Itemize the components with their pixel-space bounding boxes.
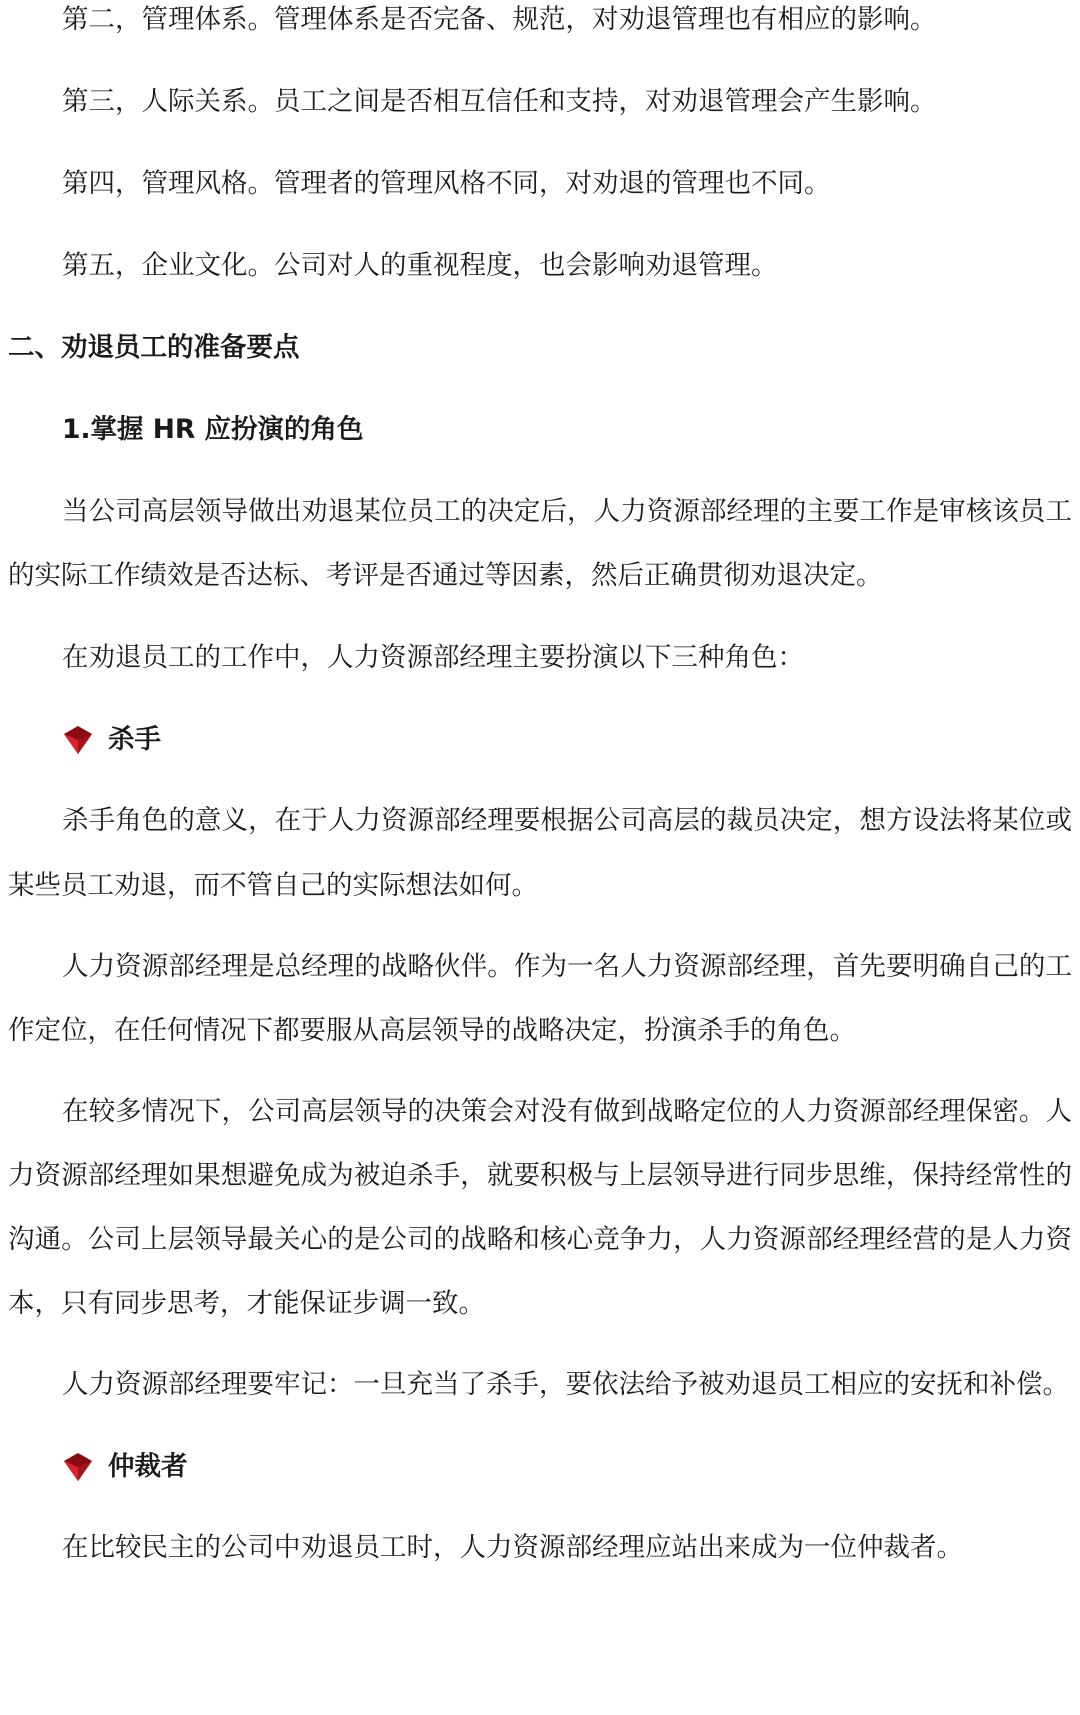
arbiter-p1-line-1: 在比较民主的公司中劝退员工时，人力资源部经理应站出来成为一位仲裁者。 bbox=[62, 1532, 963, 1563]
killer-p4-line-1: 人力资源部经理要牢记：一旦充当了杀手，要依法给予被劝退员工相应的安抚和补偿。 bbox=[62, 1369, 1069, 1400]
bullet-label-arbiter: 仲裁者 bbox=[108, 1451, 188, 1482]
paragraph-management-style: 第四，管理风格。管理者的管理风格不同，对劝退的管理也不同。 bbox=[62, 168, 831, 199]
bullet-killer bbox=[62, 722, 161, 758]
paragraph-management-system: 第二，管理体系。管理体系是否完备、规范，对劝退管理也有相应的影响。 bbox=[62, 4, 937, 35]
killer-p3-line-1: 在较多情况下，公司高层领导的决策会对没有做到战略定位的人力资源部经理保密。人 bbox=[62, 1096, 1072, 1127]
paragraph-interpersonal: 第三，人际关系。员工之间是否相互信任和支持，对劝退管理会产生影响。 bbox=[62, 86, 937, 117]
bullet-arbiter bbox=[62, 1449, 188, 1485]
intro-line-2: 的实际工作绩效是否达标、考评是否通过等因素，然后正确贯彻劝退决定。 bbox=[8, 560, 883, 591]
red-arrow-bullet-icon bbox=[62, 1451, 94, 1483]
killer-p3-line-3: 沟通。公司上层领导最关心的是公司的战略和核心竞争力，人力资源部经理经营的是人力资 bbox=[8, 1224, 1072, 1255]
killer-p3-line-2: 力资源部经理如果想避免成为被迫杀手，就要积极与上层领导进行同步思维，保持经常性的 bbox=[8, 1160, 1072, 1191]
killer-p1-line-2: 某些员工劝退，而不管自己的实际想法如何。 bbox=[8, 870, 538, 901]
subheading: 1.掌握 HR 应扮演的角色 bbox=[62, 414, 364, 445]
section-heading: 二、劝退员工的准备要点 bbox=[8, 332, 300, 363]
killer-p2-line-2: 作定位，在任何情况下都要服从高层领导的战略决定，扮演杀手的角色。 bbox=[8, 1015, 856, 1046]
killer-p2-line-1: 人力资源部经理是总经理的战略伙伴。作为一名人力资源部经理，首先要明确自己的工 bbox=[62, 951, 1072, 982]
killer-p3-line-4: 本，只有同步思考，才能保证步调一致。 bbox=[8, 1288, 485, 1319]
paragraph-corporate-culture: 第五，企业文化。公司对人的重视程度，也会影响劝退管理。 bbox=[62, 250, 778, 281]
bullet-label-killer: 杀手 bbox=[108, 724, 161, 755]
killer-p1-line-1: 杀手角色的意义，在于人力资源部经理要根据公司高层的裁员决定，想方设法将某位或 bbox=[62, 805, 1072, 836]
roles-intro: 在劝退员工的工作中，人力资源部经理主要扮演以下三种角色： bbox=[62, 642, 804, 673]
intro-line-1: 当公司高层领导做出劝退某位员工的决定后，人力资源部经理的主要工作是审核该员工 bbox=[62, 496, 1072, 527]
red-arrow-bullet-icon bbox=[62, 724, 94, 756]
